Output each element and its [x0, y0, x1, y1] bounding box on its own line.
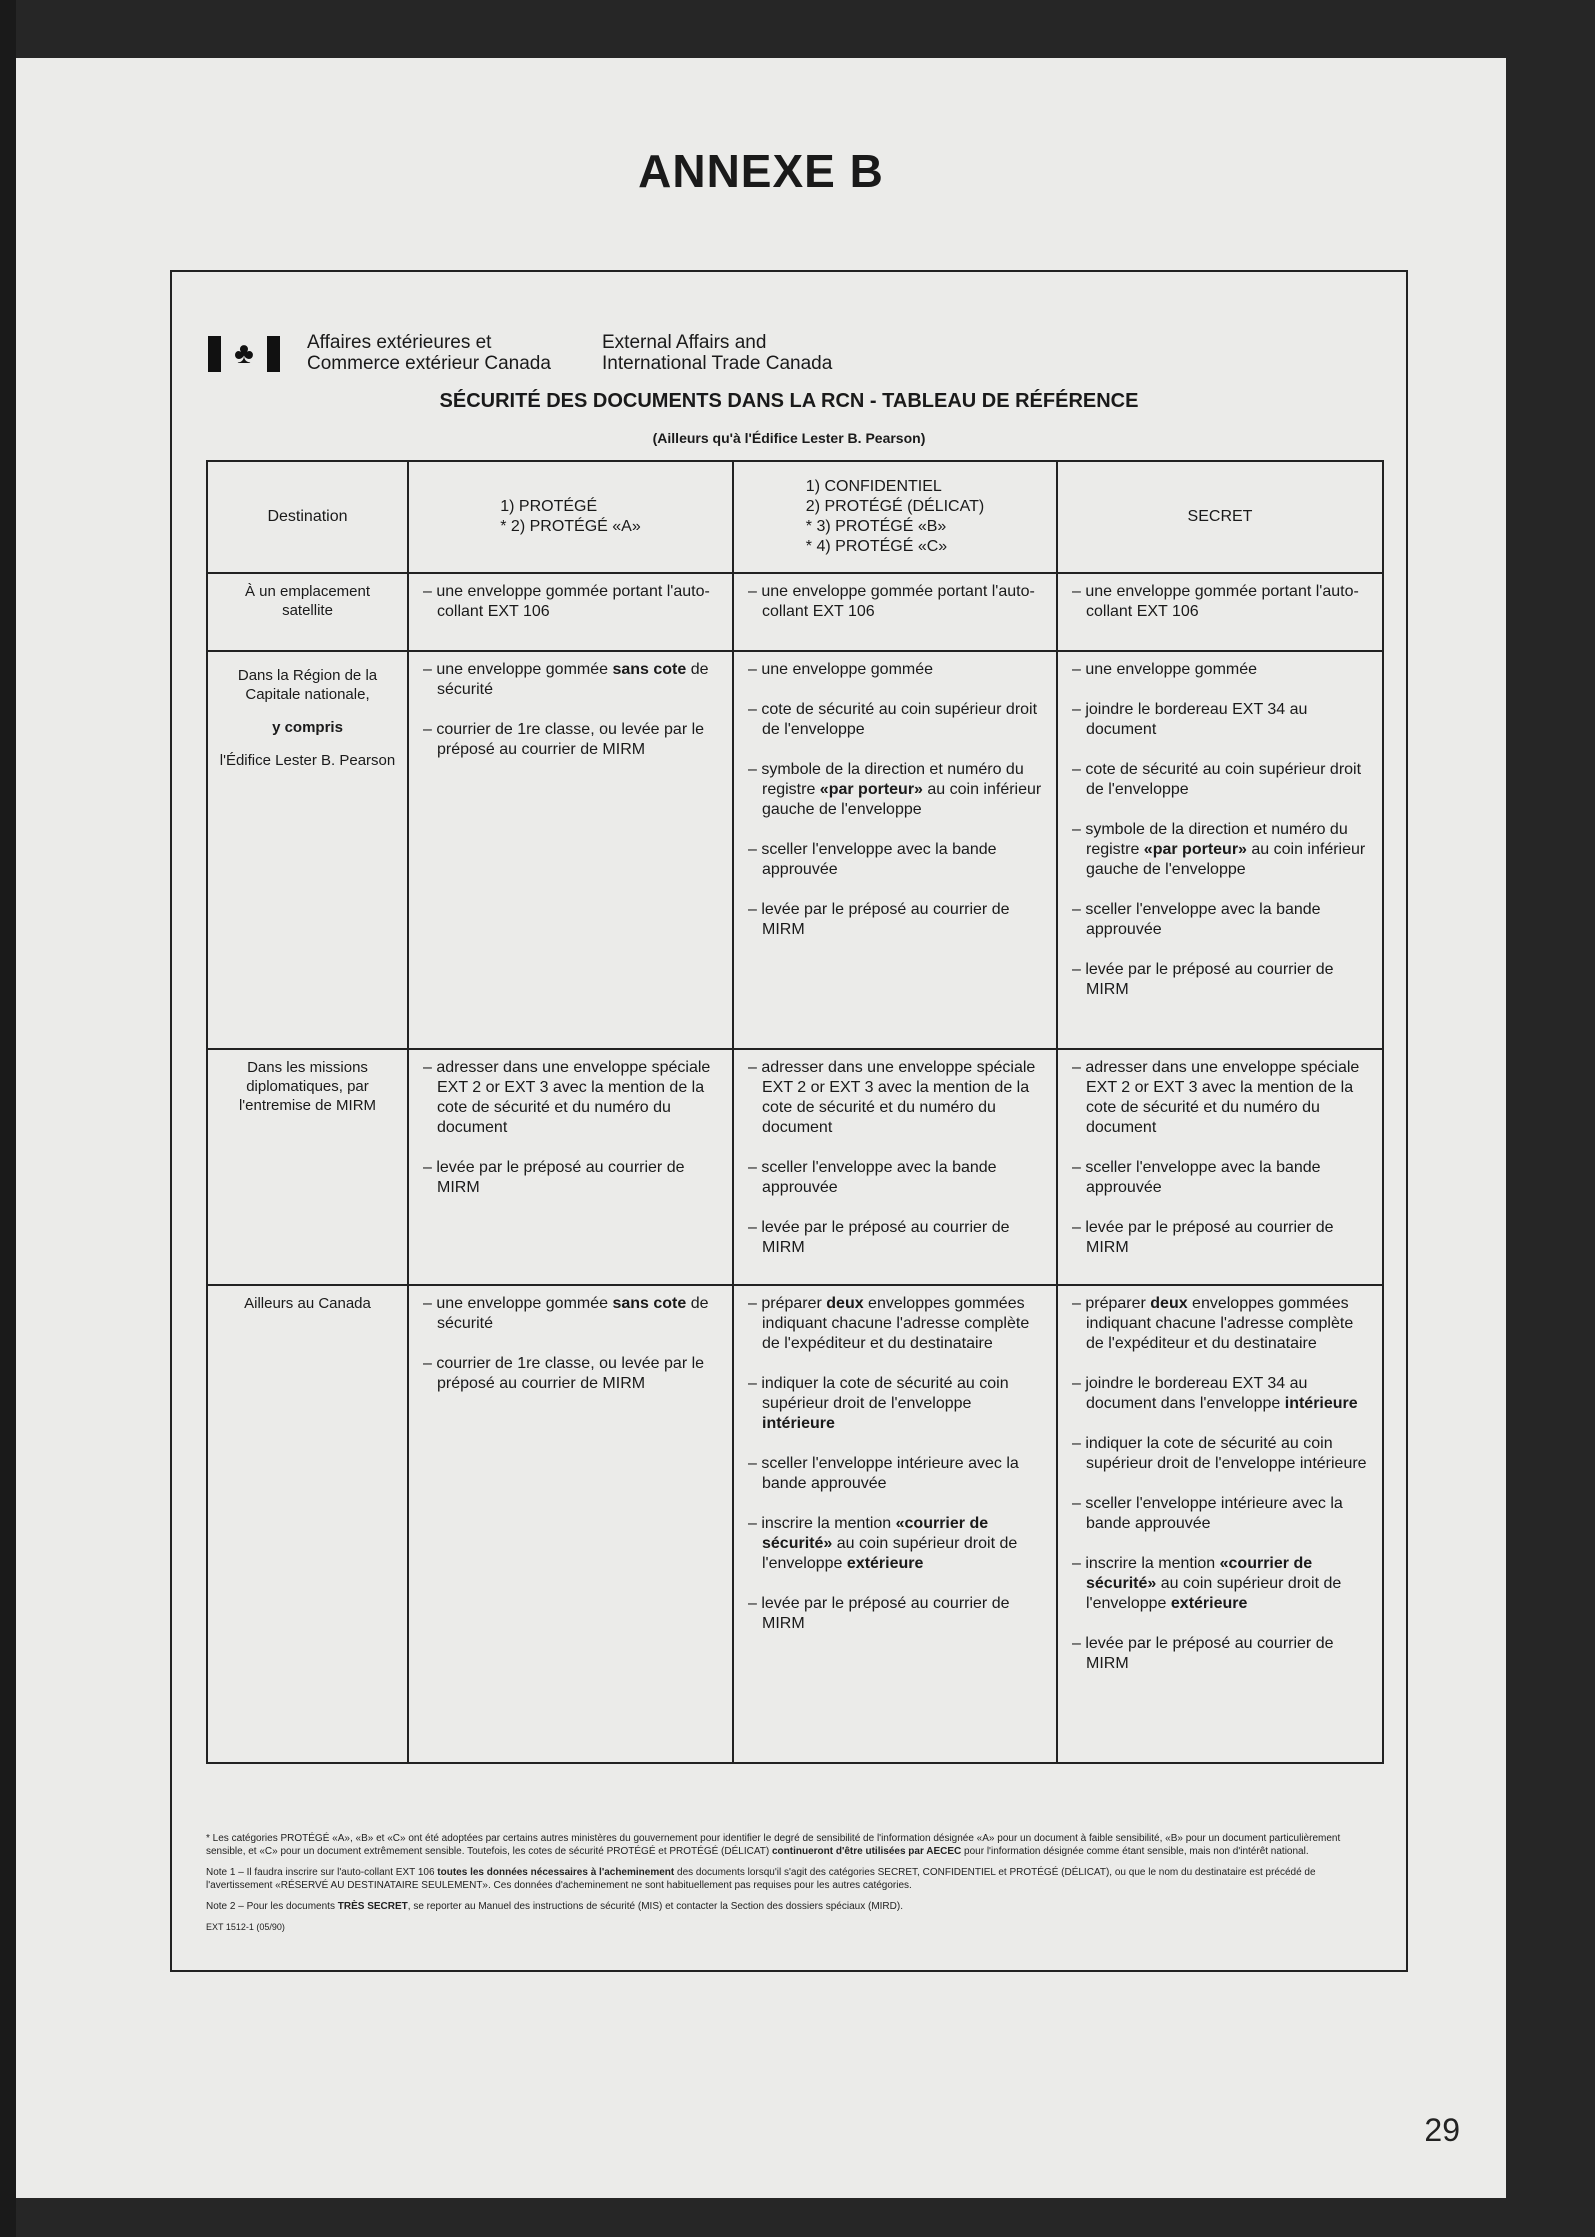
- instruction-item: – inscrire la mention «courrier de sécurité» au coin supérieur droit de l'enveloppe extérieure: [1072, 1555, 1342, 1612]
- form-code: EXT 1512-1 (05/90): [206, 1922, 285, 1932]
- page: [16, 58, 1506, 2198]
- instruction-item: – indiquer la cote de sécurité au coin supérieur droit de l'enveloppe intérieure: [748, 1375, 1009, 1432]
- instruction-item: – symbole de la direction et numéro du registre «par porteur» au coin inférieur gauche de l'enveloppe: [748, 761, 1042, 818]
- canada-flag-icon: ♣: [208, 336, 280, 372]
- instruction-cell: [733, 1049, 1057, 1285]
- instruction-item: – sceller l'enveloppe intérieure avec la bande approuvée: [1072, 1495, 1343, 1532]
- department-name-english: External Affairs and International Trade Canada: [602, 332, 833, 374]
- instruction-cell: [1057, 1285, 1383, 1763]
- instruction-item: – levée par le préposé au courrier de MIRM: [1072, 1635, 1334, 1672]
- reference-table: [206, 460, 1384, 1764]
- form-title: SÉCURITÉ DES DOCUMENTS DANS LA RCN - TABLEAU DE RÉFÉRENCE: [439, 390, 1139, 412]
- instruction-item: – sceller l'enveloppe avec la bande approuvée: [748, 1159, 997, 1196]
- table-row: [207, 573, 1383, 651]
- footnote-note1: Note 1 – Il faudra inscrire sur l'auto-collant EXT 106 toutes les données nécessaires à l'acheminement des documents lorsqu'il s'agit des catégories SECRET, CONFIDENTIEL et PROTÉGÉ (DÉLICAT), ou que le nom du destinataire est précédé de l'avertissement «RÉSERVÉ AU DESTINATAIRE SEULEMENT». Ces données d'acheminement ne sont habituellement pas requises pour les autres catégories.: [206, 1867, 1316, 1891]
- destination-cell: Dans la Région de la Capitale nationale, y compris l'Édifice Lester B. Pearson: [207, 651, 408, 1049]
- instruction-item: – levée par le préposé au courrier de MIRM: [1072, 961, 1334, 998]
- instruction-cell: [1057, 1049, 1383, 1285]
- instruction-item: – adresser dans une enveloppe spéciale EXT 2 or EXT 3 avec la mention de la cote de sécurité et du numéro du document: [1072, 1059, 1360, 1136]
- destination-cell: Dans les missions diplomatiques, par l'entremise de MIRM: [207, 1049, 408, 1285]
- header-destination: Destination: [207, 461, 408, 573]
- footnotes: [206, 1832, 1382, 1934]
- instruction-item: – préparer deux enveloppes gommées indiquant chacune l'adresse complète de l'expéditeur et du destinataire: [1072, 1295, 1354, 1352]
- table-header-row: [207, 461, 1383, 573]
- header-col3: SECRET: [1057, 461, 1383, 573]
- instruction-item: – symbole de la direction et numéro du registre «par porteur» au coin inférieur gauche de l'enveloppe: [1072, 821, 1366, 878]
- instruction-cell: [733, 651, 1057, 1049]
- instruction-cell: [1057, 573, 1383, 651]
- instruction-cell: [408, 651, 733, 1049]
- table-row: [207, 1285, 1383, 1763]
- instruction-cell: [733, 573, 1057, 651]
- instruction-item: – levée par le préposé au courrier de MIRM: [748, 901, 1010, 938]
- instruction-item: – inscrire la mention «courrier de sécurité» au coin supérieur droit de l'enveloppe extérieure: [748, 1515, 1018, 1572]
- instruction-item: – préparer deux enveloppes gommées indiquant chacune l'adresse complète de l'expéditeur et du destinataire: [748, 1295, 1030, 1352]
- instruction-cell: [1057, 651, 1383, 1049]
- instruction-item: – levée par le préposé au courrier de MIRM: [1072, 1219, 1334, 1256]
- book-spine: [0, 0, 16, 2237]
- destination-cell: Ailleurs au Canada: [207, 1285, 408, 1763]
- instruction-cell: [408, 1285, 733, 1763]
- destination-cell: À un emplacement satellite: [207, 573, 408, 651]
- instruction-item: – une enveloppe gommée portant l'auto-collant EXT 106: [1072, 583, 1359, 620]
- instruction-item: – une enveloppe gommée portant l'auto-collant EXT 106: [423, 583, 710, 620]
- department-name-french: Affaires extérieures et Commerce extérieur Canada: [307, 332, 551, 374]
- instruction-item: – sceller l'enveloppe avec la bande approuvée: [1072, 1159, 1321, 1196]
- instruction-item: – courrier de 1re classe, ou levée par le préposé au courrier de MIRM: [423, 721, 705, 758]
- instruction-item: – adresser dans une enveloppe spéciale EXT 2 or EXT 3 avec la mention de la cote de sécurité et du numéro du document: [748, 1059, 1036, 1136]
- instruction-item: – joindre le bordereau EXT 34 au document dans l'enveloppe intérieure: [1072, 1375, 1358, 1412]
- form-subtitle: (Ailleurs qu'à l'Édifice Lester B. Pearson): [652, 430, 926, 446]
- instruction-item: – levée par le préposé au courrier de MIRM: [423, 1159, 685, 1196]
- reference-form: [170, 270, 1408, 1972]
- footnote-asterisk: * Les catégories PROTÉGÉ «A», «B» et «C» ont été adoptées par certains autres ministères du gouvernement pour identifier le degré de sensibilité de l'information désignée «A» pour un document à faible sensibilité, «B» pour un document particulièrement sensible, et «C» pour un document extrêmement sensible. Toutefois, les cotes de sécurité PROTÉGÉ et PROTÉGÉ (DÉLICAT) continueront d'être utilisées par AECEC pour l'information désignée comme étant sensible, mais non d'intérêt national.: [206, 1833, 1341, 1857]
- instruction-item: – indiquer la cote de sécurité au coin supérieur droit de l'enveloppe intérieure: [1072, 1435, 1367, 1472]
- instruction-item: – cote de sécurité au coin supérieur droit de l'enveloppe: [748, 701, 1038, 738]
- instruction-cell: [408, 573, 733, 651]
- instruction-item: – courrier de 1re classe, ou levée par le préposé au courrier de MIRM: [423, 1355, 705, 1392]
- page-title: ANNEXE B: [638, 145, 884, 197]
- header-col2: 1) CONFIDENTIEL 2) PROTÉGÉ (DÉLICAT) * 3) PROTÉGÉ «B» * 4) PROTÉGÉ «C»: [733, 461, 1057, 573]
- header-col1: 1) PROTÉGÉ * 2) PROTÉGÉ «A»: [408, 461, 733, 573]
- page-number: 29: [1424, 2112, 1460, 2148]
- instruction-item: – une enveloppe gommée portant l'auto-collant EXT 106: [748, 583, 1035, 620]
- instruction-item: – une enveloppe gommée sans cote de sécurité: [423, 661, 709, 698]
- instruction-item: – une enveloppe gommée sans cote de sécurité: [423, 1295, 709, 1332]
- instruction-item: – joindre le bordereau EXT 34 au document: [1072, 701, 1308, 738]
- instruction-item: – sceller l'enveloppe avec la bande approuvée: [1072, 901, 1321, 938]
- instruction-item: – adresser dans une enveloppe spéciale EXT 2 or EXT 3 avec la mention de la cote de sécurité et du numéro du document: [423, 1059, 711, 1136]
- instruction-item: – sceller l'enveloppe avec la bande approuvée: [748, 841, 997, 878]
- instruction-item: – sceller l'enveloppe intérieure avec la bande approuvée: [748, 1455, 1019, 1492]
- table-row: [207, 1049, 1383, 1285]
- instruction-item: – cote de sécurité au coin supérieur droit de l'enveloppe: [1072, 761, 1362, 798]
- instruction-cell: [733, 1285, 1057, 1763]
- instruction-item: – levée par le préposé au courrier de MIRM: [748, 1595, 1010, 1632]
- table-row: [207, 651, 1383, 1049]
- instruction-cell: [408, 1049, 733, 1285]
- instruction-item: – une enveloppe gommée: [1072, 661, 1258, 678]
- instruction-item: – une enveloppe gommée: [748, 661, 934, 678]
- instruction-item: – levée par le préposé au courrier de MIRM: [748, 1219, 1010, 1256]
- footnote-note2: Note 2 – Pour les documents TRÈS SECRET, se reporter au Manuel des instructions de sécurité (MIS) et contacter la Section des dossiers spéciaux (MIRD).: [206, 1901, 903, 1912]
